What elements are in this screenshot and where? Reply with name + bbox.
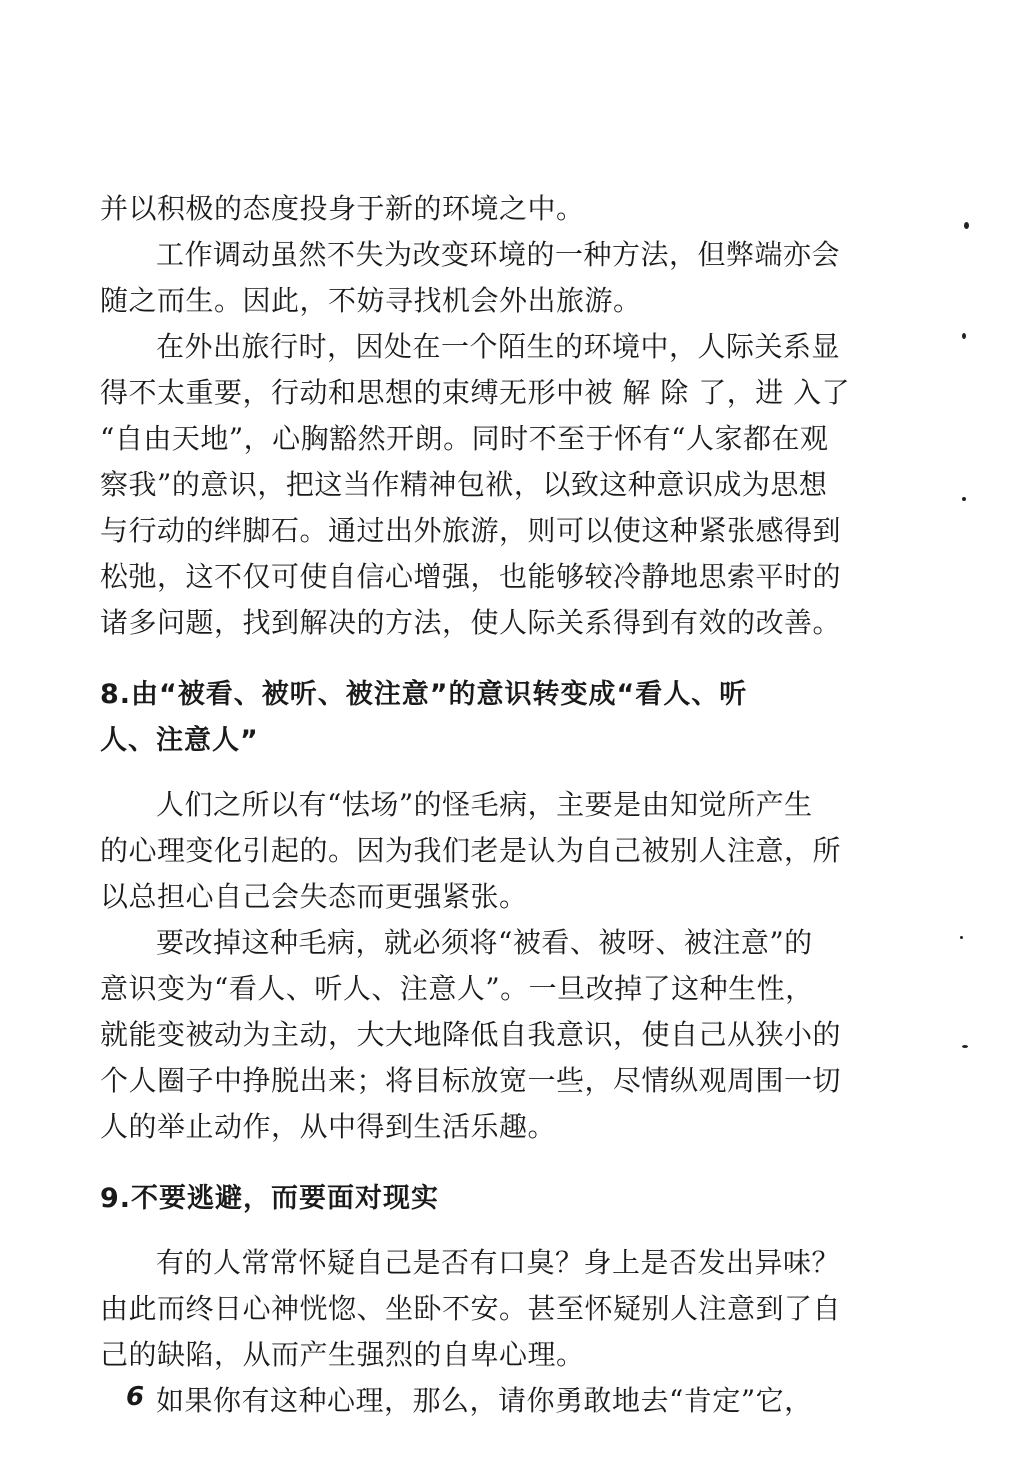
text-line: 与行动的绊脚石。通过出外旅游，则可以使这种紧张感得到 [100, 514, 842, 547]
paragraph [100, 1240, 842, 1378]
text-line: 己的缺陷，从而产生强烈的自卑心理。 [100, 1338, 585, 1371]
text-line: 人的举止动作，从中得到生活乐趣。 [100, 1110, 557, 1143]
scan-speck [962, 1045, 968, 1048]
text-line: 松弛，这不仅可使自信心增强，也能够较冷静地思索平时的 [100, 560, 842, 593]
heading-line: 9.不要逃避，而要面对现实 [100, 1183, 440, 1214]
paragraph [100, 232, 841, 324]
text-line: 要改掉这种毛病，就必须将“被看、被呀、被注意”的 [156, 926, 813, 959]
section-heading-8 [100, 672, 835, 764]
text-line: 工作调动虽然不失为改变环境的一种方法，但弊端亦会 [156, 238, 841, 271]
page-number: 6 [126, 1382, 145, 1412]
text-line: 得不太重要，行动和思想的束缚无形中被 解 除 了，进 入了 [100, 376, 851, 409]
scan-speck [962, 497, 966, 501]
scan-speck [960, 936, 963, 939]
text-line: 人们之所以有“怯场”的怪毛病，主要是由知觉所产生 [156, 788, 813, 821]
page-body [100, 186, 851, 1424]
text-line: 察我”的意识，把这当作精神包袱，以致这种意识成为思想 [100, 468, 828, 501]
text-line: 如果你有这种心理，那么，请你勇敢地去“肯定”它， [156, 1384, 813, 1417]
text-line: “自由天地”，心胸豁然开朗。同时不至于怀有“人家都在观 [100, 422, 829, 455]
text-line: 诸多问题，找到解决的方法，使人际关系得到有效的改善。 [100, 606, 842, 639]
paragraph [100, 782, 842, 920]
section-heading-9 [100, 1176, 835, 1222]
text-line: 由此而终日心神恍惚、坐卧不安。甚至怀疑别人注意到了自 [100, 1292, 842, 1325]
text-line: 在外出旅行时，因处在一个陌生的环境中，人际关系显 [156, 330, 841, 363]
text-line: 的心理变化引起的。因为我们老是认为自己被别人注意，所 [100, 834, 842, 867]
text-line: 个人圈子中挣脱出来；将目标放宽一些，尽情纵观周围一切 [100, 1064, 842, 1097]
text-line: 随之而生。因此，不妨寻找机会外出旅游。 [100, 284, 642, 317]
text-line: 并以积极的态度投身于新的环境之中。 [100, 192, 585, 225]
heading-line: 8.由“被看、被听、被注意”的意识转变成“看人、听 [100, 679, 748, 710]
paragraph [100, 1378, 835, 1424]
heading-line: 人、注意人” [100, 725, 259, 756]
text-line: 就能变被动为主动，大大地降低自我意识，使自己从狭小的 [100, 1018, 842, 1051]
paragraph [100, 186, 835, 232]
scan-speck [964, 222, 969, 229]
text-line: 意识变为“看人、听人、注意人”。一旦改掉了这种生性， [100, 972, 814, 1005]
text-line: 有的人常常怀疑自己是否有口臭？身上是否发出异味？ [156, 1246, 841, 1279]
text-line: 以总担心自己会失态而更强紧张。 [100, 880, 528, 913]
paragraph [100, 920, 842, 1150]
paragraph [100, 324, 851, 646]
scan-speck [962, 333, 966, 339]
